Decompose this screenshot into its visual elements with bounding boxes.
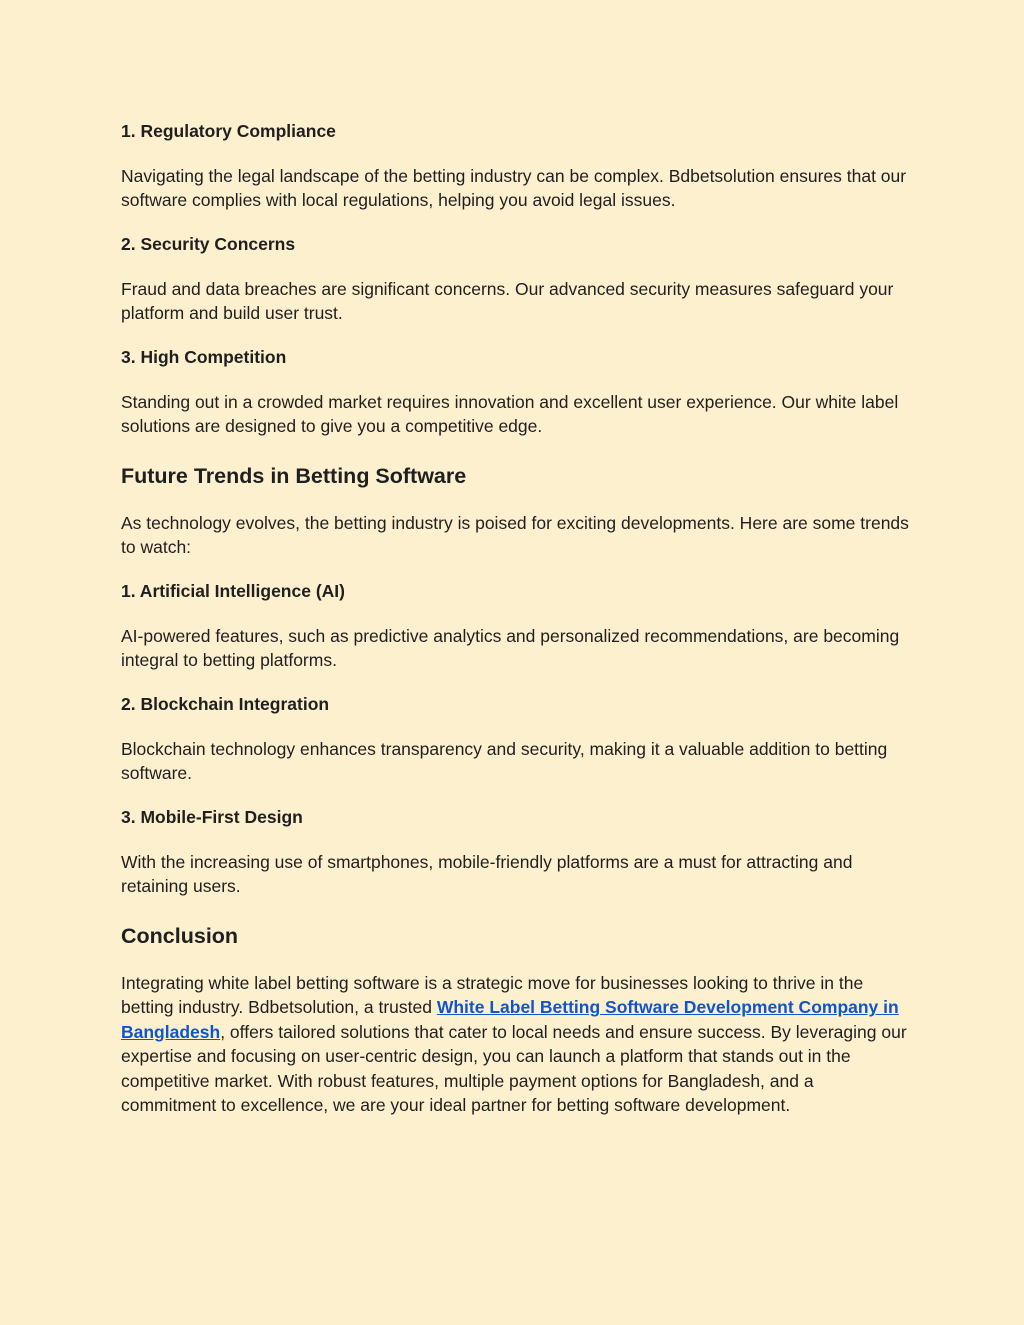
mobile-first-paragraph: With the increasing use of smartphones, mobile-friendly platforms are a must for attracting and retaining users.	[121, 852, 853, 897]
high-competition-paragraph: Standing out in a crowded market requires innovation and excellent user experience. Our white label solutions are designed to give you a competitive edge.	[121, 392, 899, 437]
ai-paragraph: AI-powered features, such as predictive analytics and personalized recommendations, are becoming integral to betting platforms.	[121, 626, 900, 671]
security-concerns-paragraph: Fraud and data breaches are significant concerns. Our advanced security measures safeguard your platform and build user trust.	[121, 279, 894, 324]
regulatory-compliance-paragraph: Navigating the legal landscape of the betting industry can be complex. Bdbetsolution ensures that our software complies with local regulations, helping you avoid legal issues.	[121, 166, 907, 211]
future-trends-heading: Future Trends in Betting Software	[121, 464, 467, 488]
conclusion-text-after: , offers tailored solutions that cater to local needs and ensure success. By leveraging our expertise and focusing on user-centric design, you can launch a platform that stands out in the competitive market. With robust features, multiple payment options for Bangladesh, and a commitment to excellence, we are your ideal partner for betting software development.	[121, 1021, 907, 1116]
conclusion-heading: Conclusion	[121, 924, 239, 948]
high-competition-heading: 3. High Competition	[121, 347, 287, 367]
regulatory-compliance-heading: 1. Regulatory Compliance	[121, 121, 336, 141]
company-link[interactable]: White Label Betting Software Development Company in Bangladesh	[121, 997, 899, 1042]
ai-heading: 1. Artificial Intelligence (AI)	[121, 581, 345, 601]
blockchain-paragraph: Blockchain technology enhances transparency and security, making it a valuable addition to betting software.	[121, 739, 888, 784]
blockchain-heading: 2. Blockchain Integration	[121, 694, 330, 714]
future-trends-intro: As technology evolves, the betting industry is poised for exciting developments. Here are some trends to watch:	[121, 513, 909, 558]
mobile-first-heading: 3. Mobile-First Design	[121, 807, 303, 827]
security-concerns-heading: 2. Security Concerns	[121, 234, 296, 254]
conclusion-paragraph	[121, 971, 911, 1117]
conclusion-text-before: Integrating white label betting software is a strategic move for businesses looking to thrive in the betting industry. Bdbetsolution, a trusted	[121, 973, 864, 1018]
